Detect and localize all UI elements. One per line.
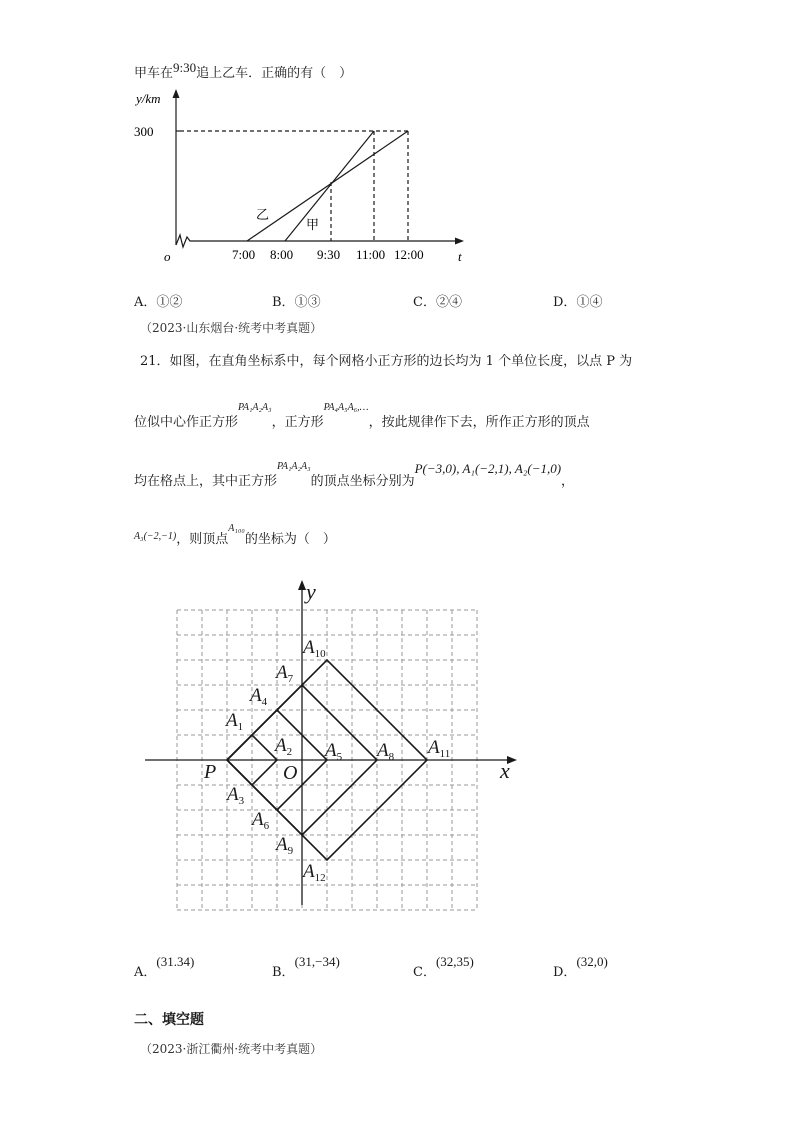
- source-2: （2023·浙江衢州·统考中考真题）: [140, 1042, 323, 1056]
- label-jia: 甲: [306, 217, 320, 232]
- prev-question-line: [134, 62, 352, 81]
- y-tick-label: 300: [134, 124, 154, 139]
- q21-option-b[interactable]: B．(31,−34): [272, 954, 340, 980]
- q21-line2: 位似中心作正方形$^{PA_1A_2A_3}$，正方形$^{PA_4A_5A_6,\dots}$，按此规律作下去，所作正方形的顶点: [134, 402, 590, 430]
- label-a8: $A_8$: [377, 740, 395, 763]
- prev-option-d[interactable]: D．①④: [553, 295, 603, 310]
- label-a10: $A_{10}$: [303, 637, 326, 660]
- q21-math-square1: PA₁A₂A₃: [238, 402, 272, 413]
- prev-option-a[interactable]: A．①②: [134, 295, 183, 310]
- label-a2: $A_2$: [275, 735, 293, 758]
- x-axis-label: x: [500, 758, 510, 783]
- distance-time-graph: [134, 85, 480, 265]
- q21-math-square3: PA₁A₂A₃: [277, 461, 311, 472]
- y-axis-arrow: [298, 580, 306, 590]
- y-axis-label: y/km: [136, 91, 161, 106]
- q21-option-d[interactable]: D．(32,0): [553, 954, 608, 980]
- x-tick-1200: 12:00: [394, 247, 424, 262]
- label-yi: 乙: [256, 207, 270, 222]
- x-tick-800: 8:00: [270, 247, 294, 262]
- q21-math-a100: A₁₀₀: [228, 523, 245, 534]
- q21-line1: 21．如图，在直角坐标系中，每个网格小正方形的边长均为 1 个单位长度，以点 P 为: [140, 354, 633, 369]
- label-a12: $A_{12}$: [303, 861, 326, 884]
- q21-line3: 均在格点上，其中正方形$^{PA_1A_2A_3}$的顶点坐标分别为P(−3,0), A₁(−2,1), A₂(−1,0)，: [134, 461, 575, 489]
- x-axis-label: t: [458, 249, 462, 264]
- label-p: P: [204, 761, 217, 783]
- coordinate-grid-figure: [140, 575, 530, 920]
- prev-question-text-after: 追上乙车．正确的有（ ）: [196, 66, 353, 81]
- q21-line4: $^{A_3(-2,-1)}$，则顶点$^{A_{100}}$的坐标为（ ）: [134, 523, 336, 547]
- line-jia: [285, 131, 374, 241]
- origin-label: o: [164, 249, 171, 264]
- label-a9: $A_9$: [276, 834, 294, 857]
- x-axis: [176, 235, 460, 247]
- prev-question-text-before: 甲车在: [134, 66, 174, 81]
- prev-option-c[interactable]: C．②④: [413, 295, 462, 310]
- label-a3: $A_3$: [227, 784, 245, 807]
- x-tick-700: 7:00: [232, 247, 256, 262]
- label-a1: $A_1$: [226, 710, 244, 733]
- prev-question-time: 9:30: [173, 60, 197, 75]
- label-a6: $A_6$: [252, 809, 270, 832]
- label-a4: $A_4$: [250, 685, 268, 708]
- label-a5: $A_5$: [325, 740, 343, 763]
- q21-option-a[interactable]: A．(31.34): [134, 954, 195, 980]
- x-tick-930: 9:30: [317, 247, 341, 262]
- q21-math-coords: P(−3,0), A₁(−2,1), A₂(−1,0): [414, 461, 562, 476]
- y-axis-label: y: [306, 579, 316, 604]
- section-title: 二、填空题: [134, 1012, 204, 1028]
- x-tick-1100: 11:00: [356, 247, 386, 262]
- label-a11: $A_{11}$: [428, 737, 451, 760]
- q21-math-a3: A₃(−2,−1): [134, 531, 177, 542]
- source-1: （2023·山东烟台·统考中考真题）: [140, 321, 323, 335]
- x-axis-arrow: [455, 238, 464, 245]
- line-yi: [247, 131, 408, 241]
- q21-math-square2: PA₄A₅A₆,…: [323, 402, 369, 413]
- prev-option-b[interactable]: B．①③: [272, 295, 321, 310]
- y-axis-arrow: [173, 89, 180, 98]
- q21-option-c[interactable]: C．(32,35): [413, 954, 474, 980]
- label-a7: $A_7$: [276, 662, 294, 685]
- origin-label: O: [283, 762, 298, 784]
